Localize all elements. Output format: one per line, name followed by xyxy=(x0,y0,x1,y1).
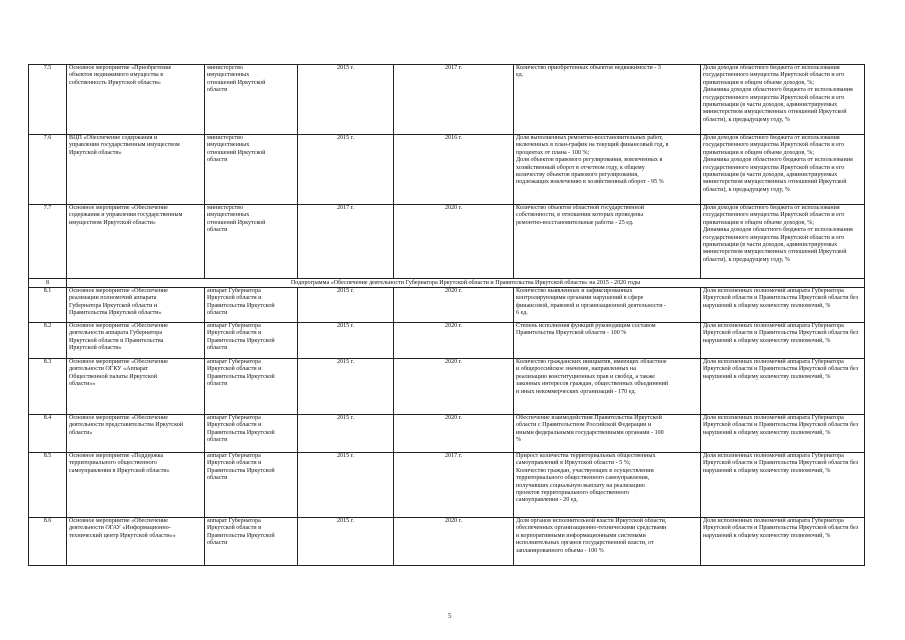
executor: министерство имущественных отношений Иркутской области xyxy=(205,205,298,279)
table-row xyxy=(29,415,865,453)
end-year: 2020 г. xyxy=(394,359,514,415)
measure-name: Основное мероприятие «Обеспечение содержания и управления государственным имуществом Иркутской области» xyxy=(67,205,205,279)
table-row xyxy=(29,288,865,323)
executor: аппарат Губернатора Иркутской области и Правительства Иркутской области xyxy=(205,359,298,415)
row-number: 8.4 xyxy=(29,415,67,453)
result-indicator: Доля исполненных полномочий аппарата Губернатора Иркутской области и Правительства Иркутской области без нарушений к общему количеству полномочий, % xyxy=(701,359,865,415)
measure-name: Основное мероприятие «Обеспечение деятельности ОГКУ «Аппарат Общественной палаты Иркутской области»» xyxy=(67,359,205,415)
result-indicator: Доля доходов областного бюджета от использования государственного имущества Иркутской области и его приватизации в общем объеме доходов, %; Динамика доходов областного бюджета от использования государственного имущества Иркутской области и его приватизации (в части доходов, администрируемых министерством имущественных отношений Иркутской области), к предыдущему году, % xyxy=(701,205,865,279)
subprogram-row xyxy=(29,279,865,288)
result-indicator: Доля доходов областного бюджета от использования государственного имущества Иркутской области и его приватизации в общем объеме доходов, %; Динамика доходов областного бюджета от использования государственного имущества Иркутской области и его приватизации (в части доходов, администрируемых министерством имущественных отношений Иркутской области), к предыдущему году, % xyxy=(701,135,865,205)
start-year: 2015 г. xyxy=(298,359,394,415)
row-number: 7.7 xyxy=(29,205,67,279)
table-row xyxy=(29,453,865,518)
indicator: Количество гражданских инициатив, имеющих областное и общероссийское значение, направленных на реализацию конституционных прав и свобод, а также законных интересов граждан, общественных объединений и иных некоммерческих организаций - 170 ед. xyxy=(514,359,701,415)
executor: министерство имущественных отношений Иркутской области xyxy=(205,65,298,135)
start-year: 2015 г. xyxy=(298,415,394,453)
executor: аппарат Губернатора Иркутской области и Правительства Иркутской области xyxy=(205,288,298,323)
executor: аппарат Губернатора Иркутской области и Правительства Иркутской области xyxy=(205,415,298,453)
result-indicator: Доля исполненных полномочий аппарата Губернатора Иркутской области и Правительства Иркутской области без нарушений к общему количеству полномочий, % xyxy=(701,518,865,566)
indicator: Доля органов исполнительной власти Иркутской области, обеспеченных организационно-техническими средствами и корпоративными информационными системами исполнительных органов государственной власти, от запланированного объема - 100 % xyxy=(514,518,701,566)
result-indicator: Доля исполненных полномочий аппарата Губернатора Иркутской области и Правительства Иркутской области без нарушений к общему количеству полномочий, % xyxy=(701,415,865,453)
measure-name: Основное мероприятие «Обеспечение деятельности аппарата Губернатора Иркутской области и Правительства Иркутской области» xyxy=(67,323,205,359)
start-year: 2015 г. xyxy=(298,323,394,359)
row-number: 7.6 xyxy=(29,135,67,205)
subprogram-number: 8 xyxy=(29,279,67,288)
end-year: 2020 г. xyxy=(394,323,514,359)
start-year: 2015 г. xyxy=(298,453,394,518)
result-indicator: Доля доходов областного бюджета от использования государственного имущества Иркутской области и его приватизации в общем объеме доходов, %; Динамика доходов областного бюджета от использования государственного имущества Иркутской области и его приватизации (в части доходов, администрируемых министерством имущественных отношений Иркутской области), к предыдущему году, % xyxy=(701,65,865,135)
start-year: 2015 г. xyxy=(298,135,394,205)
executor: аппарат Губернатора Иркутской области и Правительства Иркутской области xyxy=(205,518,298,566)
start-year: 2017 г. xyxy=(298,205,394,279)
start-year: 2015 г. xyxy=(298,288,394,323)
start-year: 2015 г. xyxy=(298,65,394,135)
row-number: 8.5 xyxy=(29,453,67,518)
end-year: 2017 г. xyxy=(394,65,514,135)
result-indicator: Доля исполненных полномочий аппарата Губернатора Иркутской области и Правительства Иркутской области без нарушений к общему количеству полномочий, % xyxy=(701,453,865,518)
row-number: 7.5 xyxy=(29,65,67,135)
row-number: 8.3 xyxy=(29,359,67,415)
end-year: 2020 г. xyxy=(394,288,514,323)
table-row xyxy=(29,323,865,359)
executor: аппарат Губернатора Иркутской области и Правительства Иркутской области xyxy=(205,453,298,518)
executor: министерство имущественных отношений Иркутской области xyxy=(205,135,298,205)
end-year: 2017 г. xyxy=(394,453,514,518)
row-number: 8.1 xyxy=(29,288,67,323)
table-row xyxy=(29,205,865,279)
indicator: Количество объектов областной государственной собственности, в отношении которых проведены ремонтно-восстановительные работы - 25 ед. xyxy=(514,205,701,279)
measure-name: ВЦП «Обеспечение содержания и управления государственным имуществом Иркутской области» xyxy=(67,135,205,205)
program-table xyxy=(28,64,865,566)
measure-name: Основное мероприятие «Обеспечение деятельности представительства Иркутской области» xyxy=(67,415,205,453)
result-indicator: Доля исполненных полномочий аппарата Губернатора Иркутской области и Правительства Иркутской области без нарушений к общему количеству полномочий, % xyxy=(701,323,865,359)
indicator: Прирост количества территориальных общественных самоуправлений в Иркутской области - 5 %; Количество граждан, участвующих в осуществлении территориального общественного самоуправления, получивших социальную выплату на реализацию проектов территориального общественного самоуправления - 20 ед. xyxy=(514,453,701,518)
table-row xyxy=(29,518,865,566)
indicator: Степень исполнения функций руководящим составом Правительства Иркутской области - 100 % xyxy=(514,323,701,359)
page-number: 5 xyxy=(448,612,452,620)
indicator: Количество приобретенных объектов недвижимости - 3 ед. xyxy=(514,65,701,135)
indicator: Доля выполненных ремонтно-восстановительных работ, включенных в план-график на текущий финансовый год, в процентах от плана - 100 %; Доля объектов правового регулирования, вовлеченных в хозяйственный оборот в отчетном году, к общему количеству объектов правового регулирования, подлежащих вовлечению в хозяйственный оборот - 95 % xyxy=(514,135,701,205)
end-year: 2020 г. xyxy=(394,205,514,279)
end-year: 2016 г. xyxy=(394,135,514,205)
subprogram-title: Подпрограмма «Обеспечение деятельности Губернатора Иркутской области и Правительства Иркутской области» на 2015 - 2020 годы xyxy=(67,279,865,288)
indicator: Количество выявленных и зафиксированных контролирующими органами нарушений в сфере финансовой, правовой и организационной деятельности - 6 ед. xyxy=(514,288,701,323)
table-row xyxy=(29,359,865,415)
measure-name: Основное мероприятие «Поддержка территориального общественного самоуправления в Иркутской области» xyxy=(67,453,205,518)
end-year: 2020 г. xyxy=(394,518,514,566)
measure-name: Основное мероприятие «Приобретение объектов недвижимого имущества в собственность Иркутской области» xyxy=(67,65,205,135)
indicator: Обеспечение взаимодействия Правительства Иркутской области с Правительством Российской Федерации и иными федеральными государственными органами - 100 % xyxy=(514,415,701,453)
result-indicator: Доля исполненных полномочий аппарата Губернатора Иркутской области и Правительства Иркутской области без нарушений к общему количеству полномочий, % xyxy=(701,288,865,323)
row-number: 8.2 xyxy=(29,323,67,359)
document-page xyxy=(28,64,864,566)
table-row xyxy=(29,65,865,135)
row-number: 8.6 xyxy=(29,518,67,566)
measure-name: Основное мероприятие «Обеспечение деятельности ОГАУ «Информационно- технический центр Иркутской области»» xyxy=(67,518,205,566)
executor: аппарат Губернатора Иркутской области и Правительства Иркутской области xyxy=(205,323,298,359)
end-year: 2020 г. xyxy=(394,415,514,453)
start-year: 2015 г. xyxy=(298,518,394,566)
table-row xyxy=(29,135,865,205)
measure-name: Основное мероприятие «Обеспечение реализации полномочий аппарата Губернатора Иркутской области и Правительства Иркутской области» xyxy=(67,288,205,323)
